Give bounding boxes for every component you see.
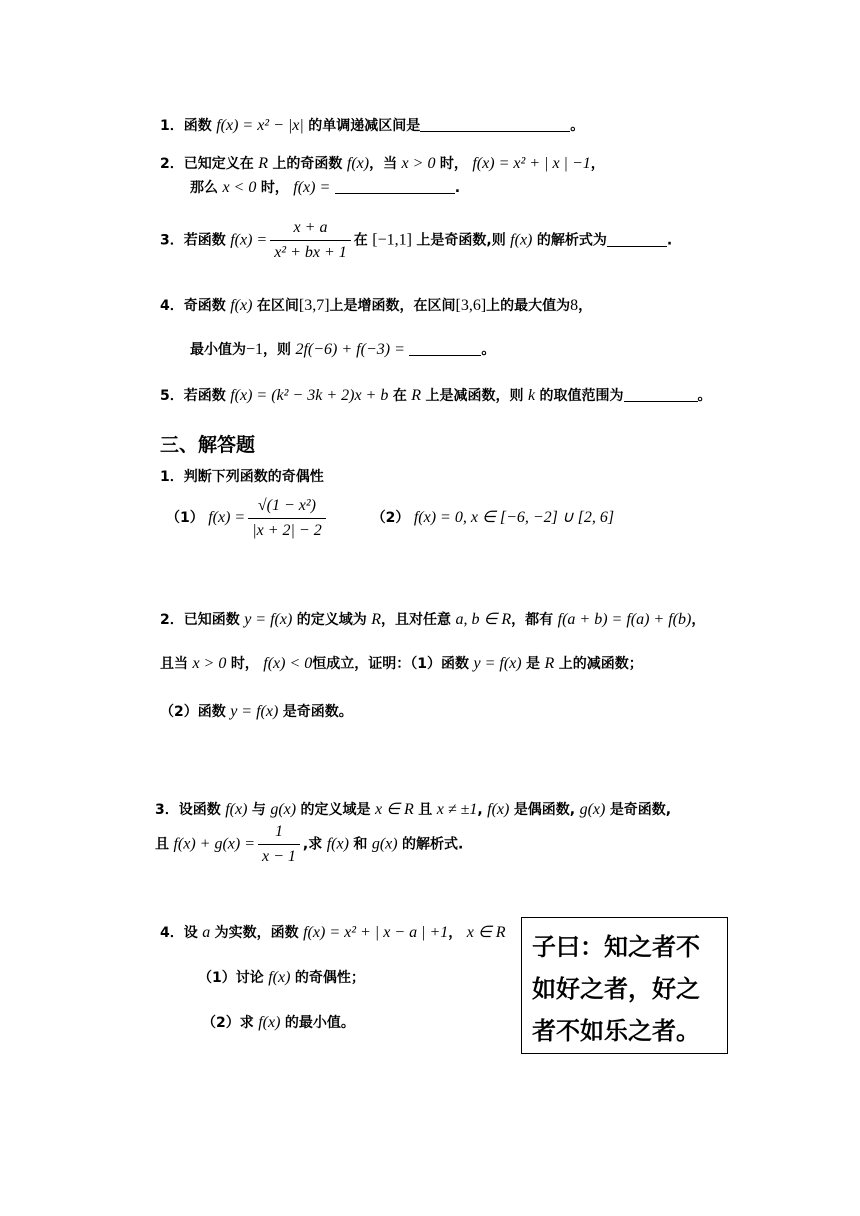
- problem-4-part-1: [198, 968, 365, 988]
- problem-text: ，都有: [511, 612, 554, 628]
- problem-text: 的解析式.: [402, 836, 464, 853]
- punctuation: ，: [691, 612, 706, 628]
- math-formula: x ≠ ±1: [436, 801, 478, 818]
- problem-text: 判断下列函数的奇偶性: [183, 469, 324, 485]
- problem-number: 2．: [160, 612, 184, 628]
- question-number: 5．: [160, 388, 184, 404]
- problem-text: 是奇函数,: [609, 802, 672, 818]
- section-title: 三、解答题: [160, 434, 256, 456]
- math-formula: f(x): [326, 835, 349, 853]
- math-symbol: R: [258, 155, 268, 172]
- math-formula: x < 0: [222, 179, 257, 196]
- math-formula: f(x) + g(x) =: [173, 835, 256, 853]
- problem-text: 是: [526, 656, 541, 672]
- quote-box: [521, 917, 728, 1054]
- question-text: 上是奇函数,则: [416, 232, 506, 249]
- math-formula: f(x) = x² + | x − a | +1: [303, 924, 449, 941]
- math-formula: f(x) =: [230, 231, 268, 249]
- math-formula: f(x) < 0: [263, 655, 313, 672]
- punctuation: 。: [570, 118, 585, 134]
- answer-blank[interactable]: [335, 179, 455, 194]
- math-formula: x ∈ R: [374, 801, 414, 818]
- problem-text: 和: [353, 836, 368, 853]
- math-formula: f(x): [510, 231, 533, 249]
- part-label: （2）求: [202, 1015, 254, 1031]
- question-5: [160, 386, 712, 406]
- math-interval: [−1,1]: [372, 231, 412, 249]
- problem-text: 上的减函数；: [558, 656, 643, 672]
- fraction-numerator: x + a: [270, 218, 351, 241]
- question-2: [160, 154, 605, 174]
- math-formula: f(x): [230, 297, 253, 314]
- math-formula: f(x) = 0, x ∈ [−6, −2] ∪ [2, 6]: [413, 509, 615, 526]
- question-text: 上是减函数，则: [425, 388, 524, 404]
- math-number: 8: [570, 297, 579, 314]
- problem-text: 已知函数: [183, 612, 240, 628]
- fraction: [248, 496, 326, 541]
- question-text: 上的最大值为: [486, 298, 571, 314]
- punctuation: .: [666, 232, 673, 249]
- math-formula: a, b ∈ R: [455, 611, 512, 628]
- question-text: ，则: [263, 342, 292, 358]
- math-formula: f(x): [487, 801, 510, 818]
- problem-text: 设: [183, 925, 198, 941]
- quote-line-2: 如好之者，好之: [532, 975, 700, 1003]
- math-symbol: a: [202, 924, 211, 941]
- question-number: 1．: [160, 118, 184, 134]
- question-text: 的取值范围为: [539, 388, 624, 404]
- punctuation: 。: [697, 388, 712, 404]
- quote-line-3: 者不如乐之者。: [532, 1017, 700, 1045]
- question-text: 时，: [439, 156, 468, 172]
- problem-text: 是奇函数。: [282, 704, 353, 720]
- fraction-denominator: |x + 2| − 2: [252, 521, 322, 539]
- problem-text: 的奇偶性；: [294, 970, 365, 986]
- question-text: 若函数: [183, 232, 226, 249]
- math-symbol: R: [411, 387, 422, 404]
- question-text: 的单调递减区间是: [308, 118, 421, 134]
- question-number: 3．: [160, 232, 184, 249]
- part-label: （1）: [166, 510, 204, 526]
- fraction-denominator: x² + bx + 1: [274, 244, 347, 261]
- problem-text: 且: [418, 802, 433, 818]
- problem-text: 且: [155, 836, 169, 853]
- question-3: [160, 218, 672, 264]
- answer-blank[interactable]: [624, 387, 698, 402]
- math-formula: f(x): [346, 155, 370, 172]
- punctuation: ，: [448, 925, 463, 941]
- math-formula: g(x): [371, 835, 398, 853]
- question-text: 奇函数: [183, 298, 226, 314]
- question-2-line-2: [190, 178, 460, 198]
- problem-3-line-2: [155, 822, 463, 872]
- math-formula: 2f(−6) + f(−3) =: [295, 341, 405, 358]
- problem-text: 时，: [230, 656, 259, 672]
- problem-2: [160, 610, 705, 630]
- problem-text: ,求: [302, 836, 323, 853]
- math-formula: g(x): [579, 801, 606, 818]
- problem-4: [160, 923, 506, 943]
- punctuation: ，: [590, 156, 605, 172]
- math-symbol: R: [371, 611, 381, 628]
- question-number: 2．: [160, 156, 184, 172]
- problem-text: （2）函数: [160, 704, 226, 720]
- math-formula: f(x) = x² + | x | −1: [472, 155, 591, 172]
- part-label: （1）讨论: [198, 970, 264, 986]
- question-4-line-2: [190, 340, 495, 360]
- problem-number: 1．: [160, 469, 184, 485]
- problem-3: [155, 800, 671, 820]
- math-formula: x > 0: [192, 655, 227, 672]
- math-formula: f(x) = x² − |x|: [216, 117, 304, 134]
- punctuation: .: [454, 180, 461, 196]
- question-text: 若函数: [183, 388, 226, 404]
- math-formula: f(x) = (k² − 3k + 2)x + b: [230, 387, 389, 404]
- problem-text: 恒成立，证明：（1）函数: [312, 656, 470, 672]
- problem-text: 的定义域是: [300, 802, 371, 818]
- question-text: 在: [353, 232, 368, 249]
- math-interval: [3,6]: [455, 297, 487, 314]
- math-formula: f(x) =: [293, 179, 331, 196]
- problem-4-part-2: [202, 1013, 355, 1033]
- answer-blank[interactable]: [607, 232, 667, 247]
- punctuation: ，: [578, 298, 593, 314]
- answer-blank[interactable]: [409, 341, 481, 356]
- problem-text: 是偶函数,: [513, 802, 576, 818]
- fraction-denominator: x − 1: [262, 848, 296, 865]
- punctuation: ,: [477, 802, 483, 818]
- problem-text: 的最小值。: [284, 1015, 355, 1031]
- question-text: 在: [392, 388, 407, 404]
- question-text: 最小值为: [190, 342, 246, 358]
- math-formula: y = f(x): [230, 703, 279, 720]
- math-formula: f(x) =: [208, 509, 246, 526]
- math-formula: x ∈ R: [466, 924, 506, 941]
- question-text: 函数: [183, 118, 212, 134]
- math-symbol: k: [527, 387, 536, 404]
- part-label: （2）: [371, 510, 410, 526]
- problem-text: 的定义域为: [296, 612, 367, 628]
- fraction-numerator: 1: [258, 822, 300, 845]
- problem-number: 3．: [155, 802, 179, 818]
- question-text: 上是增函数，在区间: [329, 298, 456, 314]
- math-formula: x > 0: [401, 155, 436, 172]
- math-formula: y = f(x): [244, 611, 293, 628]
- question-text: 在区间: [256, 298, 299, 314]
- problem-2-line-2: [160, 654, 643, 674]
- fraction-numerator: √(1 − x²): [248, 496, 326, 519]
- math-symbol: R: [544, 655, 555, 672]
- punctuation: 。: [481, 342, 496, 358]
- fraction: [258, 822, 300, 867]
- question-text: 的解析式为: [536, 232, 607, 249]
- math-formula: f(x): [258, 1014, 281, 1031]
- math-interval: [3,7]: [298, 297, 330, 314]
- problem-number: 4．: [160, 925, 184, 941]
- quote-line-1: 子曰：知之者不: [532, 933, 700, 961]
- problem-text: 为实数，函数: [214, 925, 299, 941]
- question-4: [160, 296, 592, 316]
- math-formula: f(x): [225, 801, 248, 818]
- math-formula: f(a + b) = f(a) + f(b): [557, 611, 692, 628]
- problem-2-line-3: [160, 702, 353, 722]
- problem-text: 与: [251, 802, 266, 818]
- problem-1: [160, 467, 324, 487]
- question-text: 时，: [260, 180, 289, 196]
- problem-text: 且当: [160, 656, 188, 672]
- question-1: [160, 116, 584, 136]
- math-number: −1: [246, 341, 264, 358]
- problem-text: ，且对任意: [381, 612, 451, 628]
- problem-text: 设函数: [178, 802, 221, 818]
- problem-1-parts: [166, 495, 614, 545]
- answer-blank[interactable]: [420, 117, 570, 132]
- question-text: ，当: [369, 156, 398, 172]
- fraction: [270, 218, 351, 263]
- question-number: 4．: [160, 298, 184, 314]
- question-text: 已知定义在: [183, 156, 254, 172]
- math-formula: f(x): [268, 969, 291, 986]
- question-text: 那么: [190, 180, 218, 196]
- question-text: 上的奇函数: [272, 156, 343, 172]
- math-formula: y = f(x): [473, 655, 522, 672]
- math-formula: g(x): [270, 801, 297, 818]
